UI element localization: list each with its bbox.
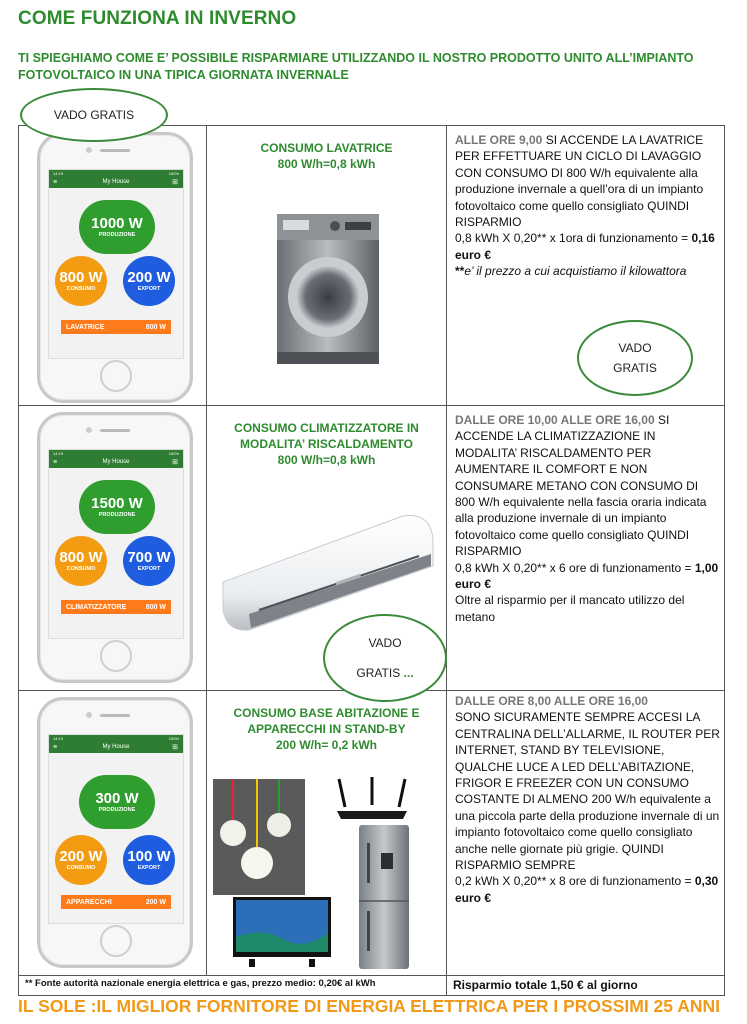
fridge-freezer-image: [357, 823, 411, 971]
appliance-title: CONSUMO LAVATRICE: [260, 141, 393, 155]
price-note: e’ il prezzo a cui acquistiamo il kilowattora: [464, 264, 687, 279]
page-subtitle: TI SPIEGHIAMO COME E’ POSSIBILE RISPARMIARE UTILIZZANDO IL NOSTRO PRODOTTO UNITO ALL’IMPIANTO FOTOVOLTAICO IN UNA TIPICA GIORNATA INVERNALE: [18, 51, 694, 82]
production-value: 1500 W: [91, 494, 143, 512]
production-circle: [79, 480, 155, 534]
consumption-circle: [55, 256, 107, 306]
total-saving: Risparmio totale 1,50 € al giorno: [453, 978, 638, 992]
description-cell: [447, 691, 725, 976]
description-cell: [447, 406, 725, 691]
total-cell: [447, 976, 725, 996]
footer-slogan: IL SOLE :IL MIGLIOR FORNITORE DI ENERGIA ELETTRICA PER I PROSSIMI 25 ANNI: [18, 996, 721, 1016]
production-circle: [79, 775, 155, 829]
menu-icon[interactable]: ≡: [53, 179, 58, 186]
consumption-value: 200 W: [59, 847, 103, 865]
consumption-value: 800 W: [59, 548, 103, 566]
appliance-header: [207, 705, 446, 753]
grid-icon[interactable]: ⊞: [172, 459, 178, 466]
bubble-text-line2: GRATIS: [356, 666, 401, 680]
source-cell: [19, 976, 447, 996]
description-text: SONO SICURAMENTE SEMPRE ACCESI LA CENTRALINA DELL’ALLARME, IL ROUTER PER INTERNET, STAND BY TELEVISIONE, QUALCHE LUCE A LED DELL’ABITAZIONE, FRIGOR E FREEZER CON UN CONSUMO COSTANTE DI ALMENO 200 W/h equivalente a una piccola parte della produzione invernale di un impianto fotovoltaico come quello consigliato anche nelle giornate più grigie. QUINDI RISPARMIO SEMPRE: [455, 710, 720, 873]
speaker-icon: [100, 149, 130, 152]
app-bar: [49, 450, 183, 468]
export-circle: [123, 256, 175, 306]
page-title: COME FUNZIONA IN INVERNO: [18, 8, 297, 29]
home-button-icon: [100, 640, 132, 672]
phone-mockup: [37, 697, 193, 968]
app-bar: [49, 170, 183, 188]
comparison-table: [18, 125, 725, 996]
production-value: 300 W: [95, 789, 139, 807]
camera-icon: [86, 712, 92, 718]
consumption-label: CONSUMO: [66, 285, 96, 292]
bubble-text: VADO: [368, 636, 402, 650]
app-name: My House: [102, 179, 130, 185]
note-mark: **: [455, 264, 465, 279]
production-circle: [79, 200, 155, 254]
appliance-header: [207, 140, 446, 172]
appliance-cell: [207, 691, 447, 976]
appliance-header: [207, 420, 446, 468]
production-label: PRODUZIONE: [98, 511, 136, 518]
menu-icon[interactable]: ≡: [53, 744, 58, 751]
bubble-text: GRATIS: [613, 361, 657, 375]
export-value: 700 W: [127, 548, 171, 566]
phone-mockup: [37, 132, 193, 403]
export-value: 100 W: [127, 847, 171, 865]
saving-value: 0,16 euro €: [455, 231, 715, 262]
camera-icon: [86, 427, 92, 433]
export-circle: [123, 536, 175, 586]
consumption-circle: [55, 835, 107, 885]
speech-bubble-vado-gratis-1: [20, 88, 168, 142]
app-bar: [49, 735, 183, 753]
speech-bubble-vado-gratis-3: [323, 614, 447, 702]
bubble-text: VADO GRATIS: [53, 108, 135, 122]
appliance-consumption: 200 W/h= 0,2 kWh: [275, 738, 378, 752]
status-battery: 100%: [168, 171, 179, 176]
appliance-consumption: 800 W/h=0,8 kWh: [277, 453, 376, 467]
device-value: 800 W: [145, 603, 166, 611]
export-label: EXPORT: [137, 285, 161, 292]
speaker-icon: [100, 429, 130, 432]
app-name: My House: [102, 459, 130, 465]
time-range: DALLE ORE 10,00 ALLE ORE 16,00: [455, 413, 655, 427]
grid-icon[interactable]: ⊞: [172, 744, 178, 751]
calculation: 0,8 kWh X 0,20** x 6 ore di funzionamento =: [455, 560, 695, 575]
menu-icon[interactable]: ≡: [53, 459, 58, 466]
consumption-circle: [55, 536, 107, 586]
source-note: ** Fonte autorità nazionale energia elettrica e gas, prezzo medio: 0,20€ al kWh: [25, 978, 376, 989]
time-range: ALLE ORE 9,00: [455, 133, 543, 147]
speech-bubble-vado-gratis-2: [577, 320, 693, 396]
device-label: APPARECCHI: [66, 898, 112, 906]
bubble-text: [356, 666, 413, 680]
export-label: EXPORT: [137, 864, 161, 871]
appliance-cell: [207, 126, 447, 406]
description-text: SI ACCENDE LA LAVATRICE PER EFFETTUARE UN CICLO DI LAVAGGIO CON CONSUMO DI 800 W/h equivalente alla produzione invernale a quell’ora di un impianto fotovoltaico come quello consigliato QUINDI RISPARMIO: [455, 133, 704, 230]
status-time: 14:19: [53, 736, 64, 741]
saving-value: 1,00 euro €: [455, 560, 719, 592]
appliance-title: CONSUMO BASE ABITAZIONE E APPARECCHI IN STAND-BY: [233, 706, 420, 736]
bubble-dots: ...: [403, 666, 414, 680]
calculation: 0,2 kWh X 0,20** x 8 ore di funzionamento =: [455, 874, 695, 889]
consumption-label: CONSUMO: [66, 565, 96, 572]
export-value: 200 W: [127, 268, 171, 286]
description: [447, 691, 724, 906]
router-image: [333, 777, 411, 821]
table-footer-row: [19, 976, 725, 996]
device-bar: [61, 895, 171, 909]
app-screen: [48, 734, 184, 924]
television-image: [233, 897, 331, 969]
device-value: 200 W: [145, 898, 166, 906]
app-name: My House: [102, 744, 130, 750]
speaker-icon: [100, 714, 130, 717]
phone-mockup: [37, 412, 193, 683]
consumption-value: 800 W: [59, 268, 103, 286]
export-label: EXPORT: [137, 565, 161, 572]
calculation: 0,8 kWh X 0,20** x 1ora di funzionamento =: [455, 231, 692, 246]
device-label: CLIMATIZZATORE: [66, 603, 127, 611]
production-label: PRODUZIONE: [98, 806, 136, 813]
status-battery: 100%: [168, 736, 179, 741]
phone-cell: [19, 691, 207, 976]
table-row: [19, 691, 725, 976]
description-text: SI ACCENDE LA CLIMATIZZAZIONE IN MODALITA’ RISCALDAMENTO PER AUMENTARE IL COMFORT E NON CONSUMARE METANO CON CONSUMO DI 800 W/h equivalente nella fascia oraria indicata alla produzione invernale di un impianto fotovoltaico come quello consigliato QUINDI RISPARMIO: [455, 413, 707, 559]
washing-machine-image: [275, 212, 381, 372]
production-label: PRODUZIONE: [98, 231, 136, 238]
phone-cell: [19, 126, 207, 406]
appliance-consumption: 800 W/h=0,8 kWh: [277, 157, 376, 171]
device-value: 800 W: [145, 323, 166, 331]
extra-note: Oltre al risparmio per il mancato utilizzo del metano: [455, 593, 685, 624]
device-label: LAVATRICE: [66, 323, 105, 331]
status-time: 14:19: [53, 451, 64, 456]
status-battery: 100%: [168, 451, 179, 456]
camera-icon: [86, 147, 92, 153]
description: [447, 126, 724, 280]
led-lamps-image: [213, 779, 305, 895]
home-button-icon: [100, 360, 132, 392]
app-screen: [48, 169, 184, 359]
grid-icon[interactable]: ⊞: [172, 179, 178, 186]
consumption-label: CONSUMO: [66, 864, 96, 871]
time-range: DALLE ORE 8,00 ALLE ORE 16,00: [455, 694, 648, 708]
status-time: 14:19: [53, 171, 64, 176]
description: [447, 406, 724, 625]
home-button-icon: [100, 925, 132, 957]
saving-value: 0,30 euro €: [455, 874, 719, 905]
device-bar: [61, 320, 171, 334]
phone-cell: [19, 406, 207, 691]
export-circle: [123, 835, 175, 885]
bubble-text: VADO: [618, 341, 652, 355]
device-bar: [61, 600, 171, 614]
app-screen: [48, 449, 184, 639]
appliance-title: CONSUMO CLIMATIZZATORE IN MODALITA’ RISCALDAMENTO: [234, 421, 419, 451]
production-value: 1000 W: [91, 214, 143, 232]
